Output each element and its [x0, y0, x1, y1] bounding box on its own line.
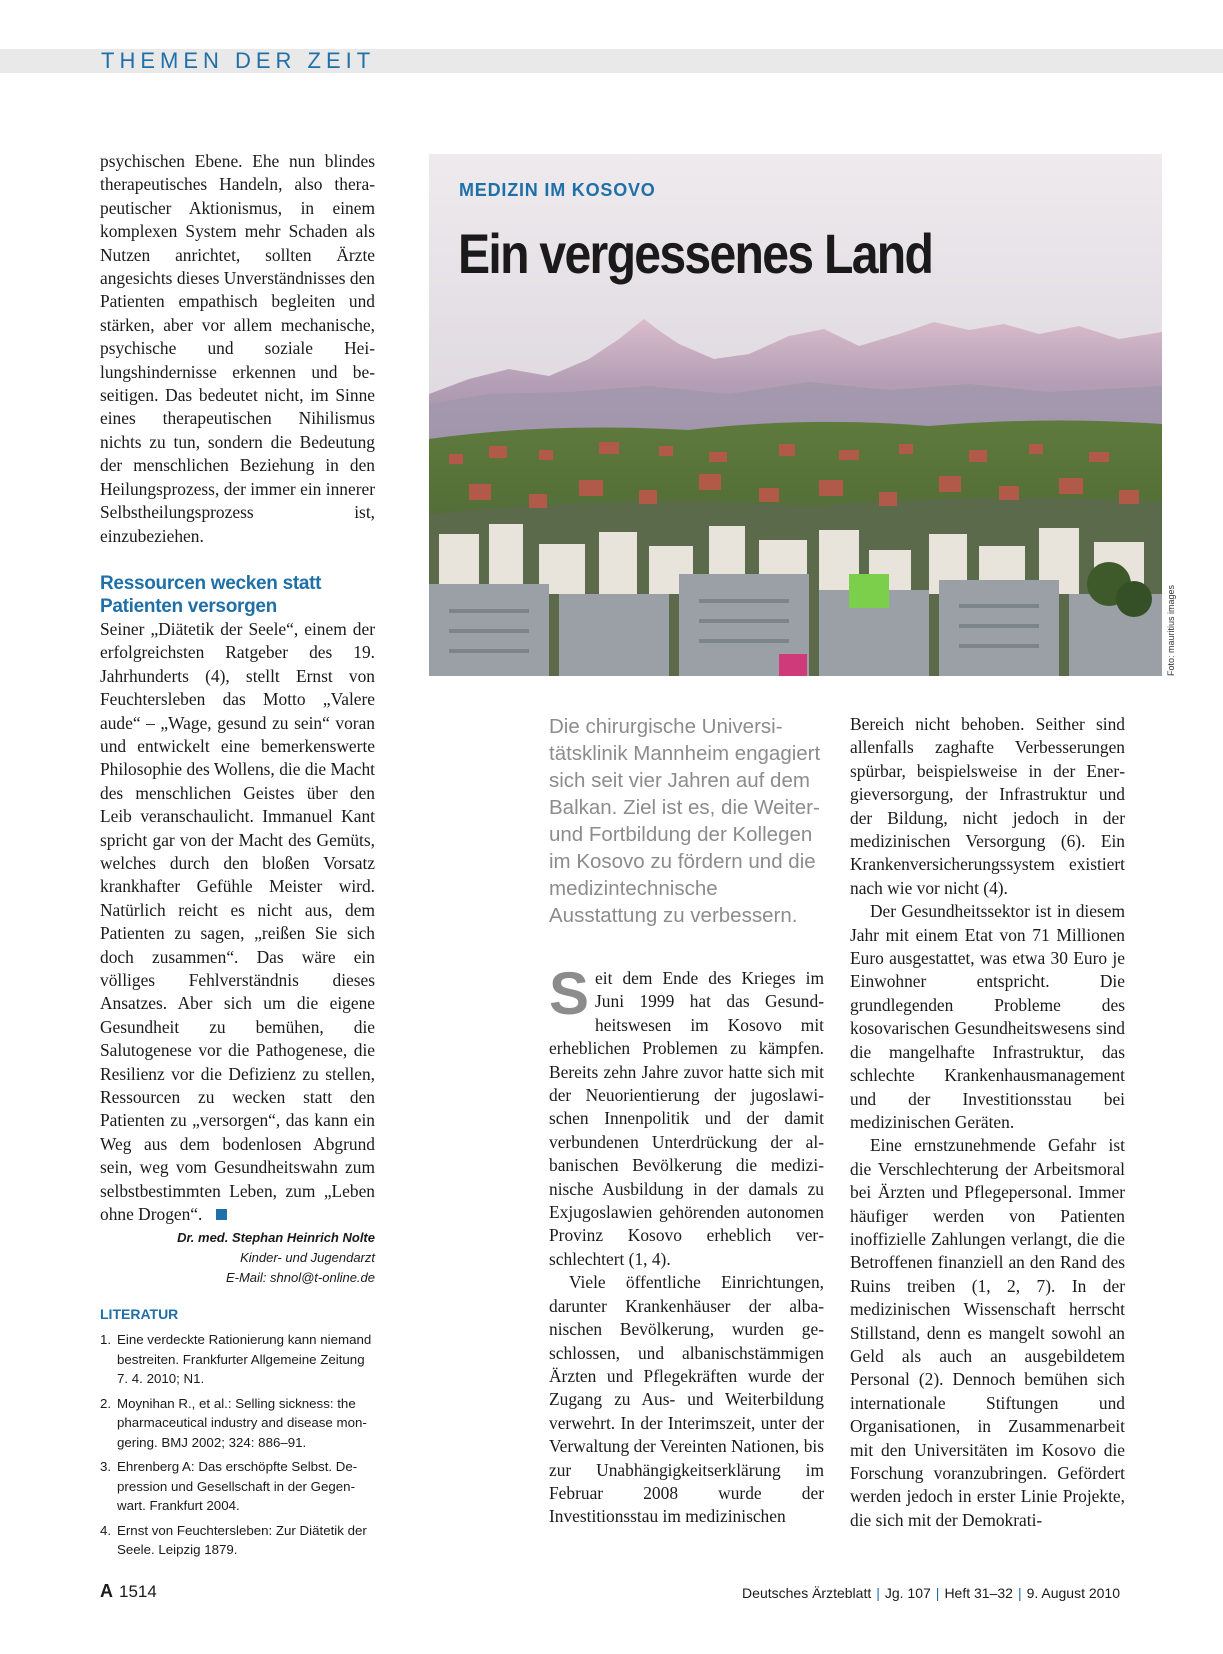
journal-issue: Heft 31–32 — [944, 1585, 1013, 1601]
photo-credit: Foto: mauritius images — [1166, 584, 1176, 676]
article-paragraph-4: Der Gesundheitssektor ist in diesem Jahr mit einem Etat von 71 Millionen Euro ausgestattet, was etwa 30 Euro je Einwohner entspricht. Die grundlegenden Probleme des kosovarischen Gesundheitswesens sind die mangelhafte Infrastruktur, das schlechte Krankenhausmanagement und der Investitionsstau bei medizinischen Geräten. — [850, 901, 1125, 1132]
author-role: Kinder- und Jugendarzt — [240, 1250, 375, 1266]
left-column — [100, 150, 375, 1565]
left-paragraph-1: psychischen Ebene. Ehe nun blindes therapeutisches Handeln, also therapeutischer Aktionismus, in einem komplexen System mehr Schaden als Nutzen anrichtet, sollten Ärzte angesichts dieses Unverständnisses den Patienten empathisch begleiten und stärken, aber vor allem mechanische, psychische und soziale Heilungshindernisse erkennen und beseitigen. Das bedeutet nicht, im Sinne eines therapeutischen Nihilismus nichts zu tun, sondern die Bedeutung der menschlichen Beziehung in den Heilungsprozess, der immer ein innerer Selbstheilungsprozess ist, einzubeziehen. — [100, 151, 375, 546]
middle-column — [549, 713, 824, 1529]
left-paragraph-2 — [100, 618, 375, 1227]
journal-volume: Jg. 107 — [884, 1585, 931, 1601]
literature-heading: LITERATUR — [100, 1306, 179, 1323]
author-name: Dr. med. Stephan Heinrich Nolte — [177, 1230, 375, 1246]
article-paragraph-1 — [549, 960, 824, 1271]
end-of-article-mark — [216, 1209, 227, 1220]
left-subheading: Ressourcen wecken statt Patienten versorgen — [100, 572, 322, 617]
left-paragraph-2-text: Seiner „Diätetik der Seele“, einem der erfolgreichsten Ratgeber des 19. Jahrhunderts (4), stellt Ernst von Feuchtersleben das Motto „Valere aude“ – „Wage, gesund zu sein“ voran und entwickelt eine bemerkenswerte Philosophie des Wollens, die die Macht des menschlichen Geistes über den Leib veranschaulicht. Immanuel Kant spricht gar von der Macht des Gemüts, welches durch den bloßen Vorsatz krankhafter Gefühle Meister wird. Natürlich reicht es nicht aus, dem Patienten zu sagen, „reißen Sie sich doch zusammen“. Das wäre ein völliges Fehlverständnis dieses Ansatzes. Aber sich um die eigene Gesundheit zu bemühen, die Salutogenese vor die Pathogenese, die Resilienz vor die Defizienz zu stellen, Ressourcen zu wecken statt den Patienten zu „versorgen“, das kann ein Weg aus dem bodenlosen Abgrund sein, weg vom Gesundheitswahn zum selbstbestimmten Leben, zum „Leben ohne Drogen“. — [100, 618, 375, 1225]
literature-list — [100, 1330, 375, 1560]
author-email: E-Mail: shnol@t-online.de — [225, 1270, 375, 1286]
journal-date: 9. August 2010 — [1026, 1585, 1120, 1601]
drop-cap: S — [549, 960, 590, 1027]
article-paragraph-5: Eine ernstzunehmende Gefahr ist die Verschlechterung der Arbeitsmoral bei Ärzten und Pflegepersonal. Immer häufiger werden von Patienten inoffizielle Zahlungen verlangt, die die Betroffenen finanziell an den Rand des Ruins treiben (1, 2, 7). In der medizinischen Wissenschaft herrscht Stillstand, denn es mangelt sowohl an Geld als auch an ausgebildetem Personal (2). Dennoch bemühen sich internationale Stiftungen und Organisationen, in Zusammenarbeit mit den Universitäten im Kosovo die Forschung voranzubringen. Gefördert werden jedoch in erster Linie Projekte, die sich mit der Demokrati- — [850, 1135, 1125, 1530]
literature-number: 2. — [100, 1395, 112, 1411]
author-block — [100, 1228, 375, 1288]
literature-item — [100, 1394, 375, 1453]
section-label: THEMEN DER ZEIT — [101, 48, 376, 73]
literature-text: Moynihan R., et al.: Selling sickness: the pharmaceutical industry and disease mongering. BMJ 2002; 324: 886–91. — [117, 1395, 367, 1450]
literature-item — [100, 1457, 375, 1516]
article-paragraph-2: Viele öffentliche Einrichtungen, darunter Krankenhäuser der albanischen Bevölkerung, wurden geschlossen, und albanischstämmigen Ärzten und Pflegekräften wurde der Zugang zu Aus- und Weiterbildung verwehrt. In der Interimszeit, unter der Verwaltung der Vereinten Nationen, bis zur Unabhängigkeitserklärung im Februar 2008 wurde der Investitionsstau im medizinischen — [549, 1272, 824, 1527]
literature-text: Eine verdeckte Rationierung kann niemand bestreiten. Frankfurter Allgemeine Zeitung 7. 4. 2010; N1. — [117, 1332, 372, 1387]
separator: | — [935, 1585, 940, 1601]
literature-text: Ernst von Feuchtersleben: Zur Diätetik der Seele. Leipzig 1879. — [117, 1522, 367, 1558]
literature-number: 3. — [100, 1459, 112, 1475]
page-prefix: A — [100, 1581, 113, 1601]
literature-number: 1. — [100, 1332, 112, 1348]
literature-number: 4. — [100, 1522, 112, 1538]
literature-item — [100, 1330, 375, 1389]
page-number-value: 1514 — [119, 1582, 157, 1601]
literature-text: Ehrenberg A: Das erschöpfte Selbst. Depression und Gesellschaft in der Gegenwart. Frankfurt 2004. — [117, 1459, 358, 1514]
article-title: Ein vergessenes Land — [458, 222, 933, 285]
page-number — [100, 1581, 157, 1602]
right-column — [850, 713, 1125, 1532]
article-kicker: MEDIZIN IM KOSOVO — [459, 180, 656, 200]
literature-item — [100, 1521, 375, 1560]
article-lead: Die chirurgische Universitätsklinik Mannheim engagiert sich seit vier Jahren auf dem Balkan. Ziel ist es, die Weiter- und Fortbildung der Kollegen im Kosovo zu fördern und die medizintechnische Ausstattung zu verbessern. — [549, 715, 821, 927]
journal-name: Deutsches Ärzteblatt — [742, 1585, 872, 1601]
separator: | — [1017, 1585, 1022, 1601]
journal-info — [742, 1585, 1120, 1601]
article-paragraph-1-text: eit dem Ende des Krieges im Juni 1999 hat das Gesundheitswesen im Kosovo mit erheblichen Problemen zu kämpfen. Bereits zehn Jahre zuvor hatte sich mit der Neuorientierung der jugoslawischen Innenpolitik und der damit verbundenen Unterdrückung der albanischen Bevölkerung die medizinische Ausbildung in der damals zu Exjugoslawien gehörenden autonomen Provinz Kosovo erheblich verschlechtert (1, 4). — [549, 968, 824, 1269]
separator: | — [876, 1585, 880, 1601]
article-paragraph-3: Bereich nicht behoben. Seither sind allenfalls zaghafte Verbesserungen spürbar, beispielsweise in der Energieversorgung, der Infrastruktur und der Bildung, nicht jedoch in der medizinischen Versorgung (6). Ein Krankenversicherungssystem existiert nach wie vor nicht (4). — [850, 714, 1125, 898]
